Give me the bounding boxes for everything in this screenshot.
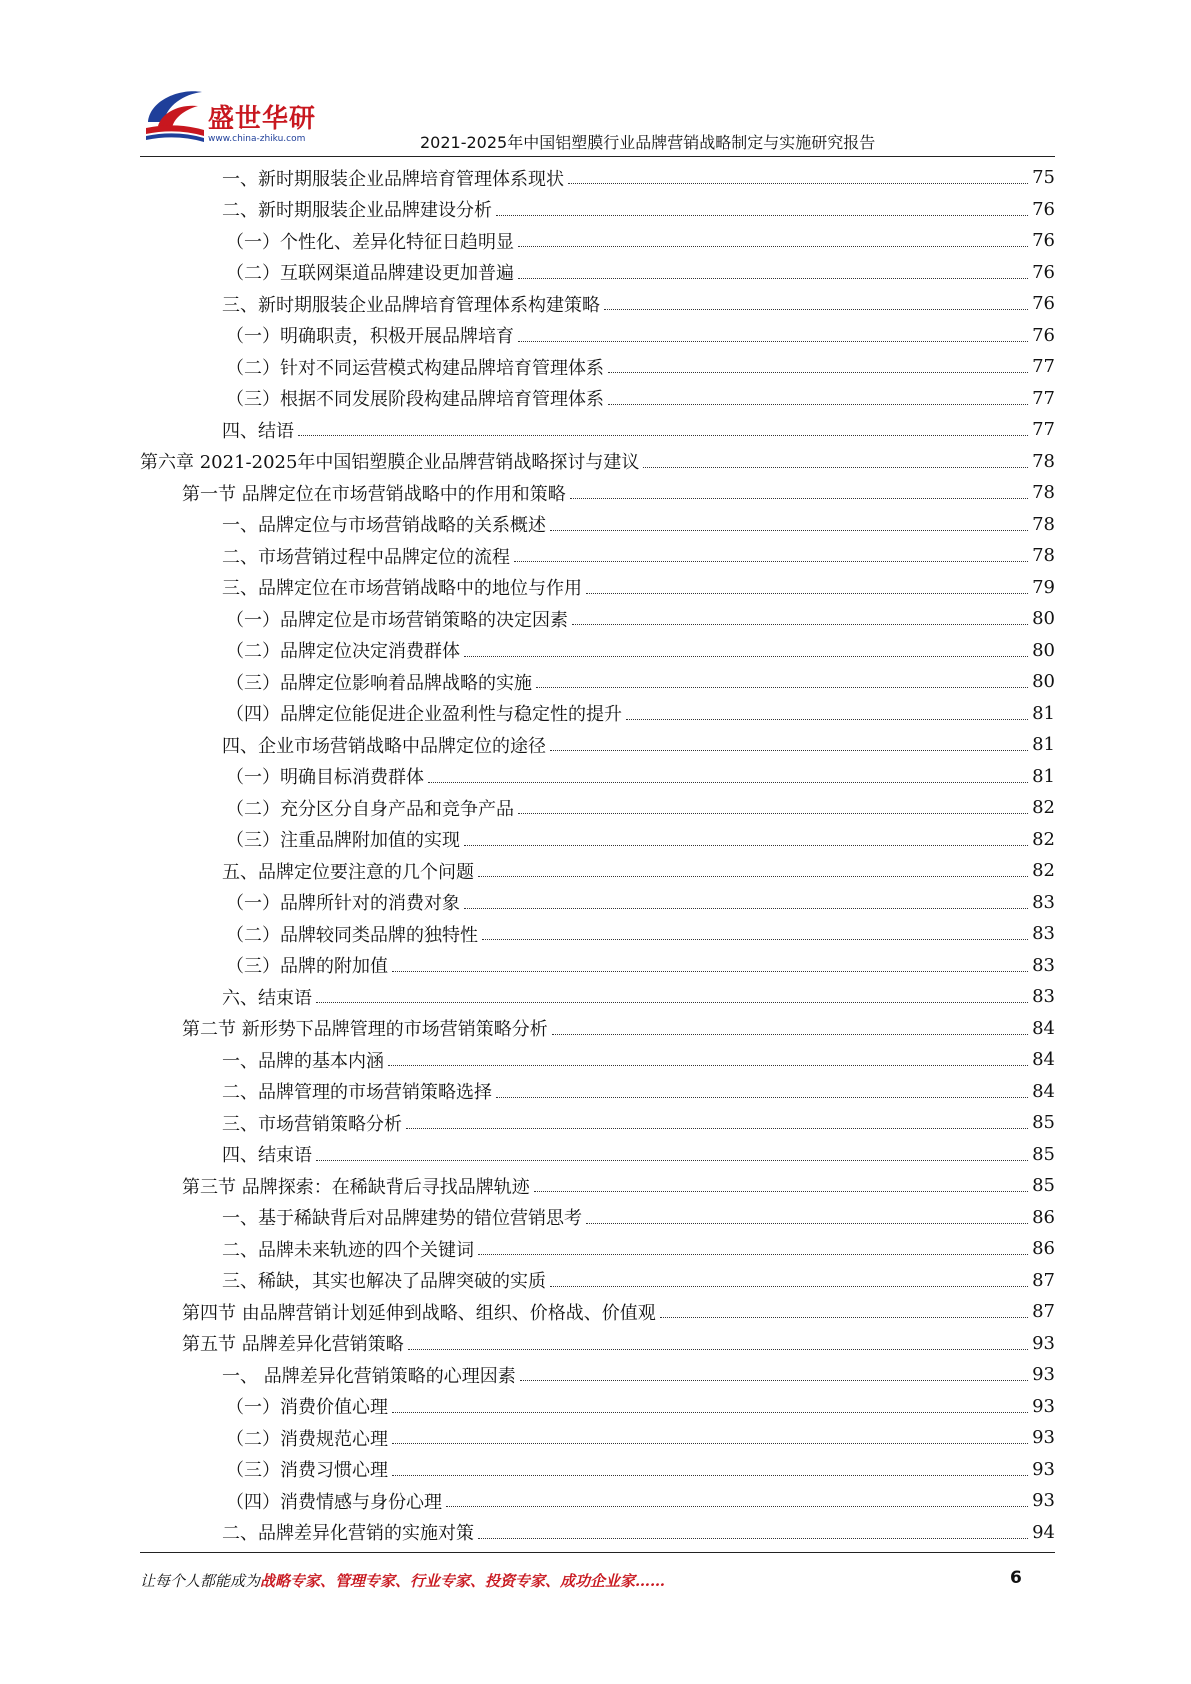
- toc-entry[interactable]: [140, 509, 1055, 541]
- toc-entry-page: 93: [1032, 1332, 1055, 1354]
- table-of-contents: [140, 162, 1055, 1548]
- toc-entry[interactable]: [140, 1202, 1055, 1234]
- toc-entry[interactable]: [140, 950, 1055, 982]
- toc-entry[interactable]: [140, 635, 1055, 667]
- toc-entry[interactable]: [140, 1454, 1055, 1486]
- toc-entry[interactable]: [140, 1391, 1055, 1423]
- toc-entry-label: 第三节 品牌探索：在稀缺背后寻找品牌轨迹: [182, 1176, 530, 1198]
- toc-entry-page: 82: [1032, 828, 1055, 850]
- toc-entry[interactable]: [140, 320, 1055, 352]
- toc-entry[interactable]: [140, 1265, 1055, 1297]
- toc-entry-page: 84: [1032, 1080, 1055, 1102]
- toc-entry[interactable]: [140, 729, 1055, 761]
- toc-entry-label: 五、品牌定位要注意的几个问题: [222, 861, 474, 883]
- toc-entry-label: （二）品牌定位决定消费群体: [226, 641, 460, 663]
- toc-entry-label: 第一节 品牌定位在市场营销战略中的作用和策略: [182, 483, 566, 505]
- toc-entry-page: 80: [1032, 608, 1055, 630]
- toc-leader-dots: [518, 813, 1028, 814]
- toc-entry-label: 四、企业市场营销战略中品牌定位的途径: [222, 735, 546, 757]
- toc-entry-page: 76: [1032, 293, 1055, 315]
- toc-entry[interactable]: [140, 1013, 1055, 1045]
- toc-entry-label: （二）消费规范心理: [226, 1428, 388, 1450]
- toc-entry[interactable]: [140, 446, 1055, 478]
- page-header: [0, 0, 1191, 160]
- toc-leader-dots: [464, 845, 1028, 846]
- toc-entry-label: （二）充分区分自身产品和竞争产品: [226, 798, 514, 820]
- toc-leader-dots: [604, 309, 1028, 310]
- toc-entry[interactable]: [140, 194, 1055, 226]
- toc-leader-dots: [298, 435, 1028, 436]
- toc-entry-page: 93: [1032, 1364, 1055, 1386]
- toc-leader-dots: [408, 1349, 1028, 1350]
- toc-entry-page: 83: [1032, 954, 1055, 976]
- toc-entry[interactable]: [140, 1517, 1055, 1549]
- toc-entry-label: 三、市场营销策略分析: [222, 1113, 402, 1135]
- toc-entry-page: 87: [1032, 1269, 1055, 1291]
- toc-entry-label: （三）根据不同发展阶段构建品牌培育管理体系: [226, 389, 604, 411]
- toc-entry[interactable]: [140, 257, 1055, 289]
- toc-entry[interactable]: [140, 351, 1055, 383]
- toc-leader-dots: [586, 593, 1028, 594]
- toc-entry-label: 一、新时期服装企业品牌培育管理体系现状: [222, 168, 564, 190]
- toc-entry[interactable]: [140, 1328, 1055, 1360]
- toc-entry-page: 76: [1032, 261, 1055, 283]
- toc-leader-dots: [608, 404, 1028, 405]
- toc-entry-label: 第五节 品牌差异化营销策略: [182, 1334, 404, 1356]
- toc-entry-label: 六、结束语: [222, 987, 312, 1009]
- toc-entry-page: 93: [1032, 1395, 1055, 1417]
- toc-entry-page: 85: [1032, 1143, 1055, 1165]
- toc-entry[interactable]: [140, 1233, 1055, 1265]
- toc-leader-dots: [550, 530, 1028, 531]
- toc-entry-label: （三）消费习惯心理: [226, 1460, 388, 1482]
- toc-entry-label: 一、品牌定位与市场营销战略的关系概述: [222, 515, 546, 537]
- toc-entry[interactable]: [140, 918, 1055, 950]
- toc-entry-label: （一）明确职责，积极开展品牌培育: [226, 326, 514, 348]
- toc-leader-dots: [388, 1065, 1028, 1066]
- toc-entry[interactable]: [140, 1422, 1055, 1454]
- toc-entry[interactable]: [140, 162, 1055, 194]
- toc-leader-dots: [316, 1002, 1028, 1003]
- toc-entry-label: 二、新时期服装企业品牌建设分析: [222, 200, 492, 222]
- toc-leader-dots: [464, 656, 1028, 657]
- toc-entry[interactable]: [140, 288, 1055, 320]
- toc-entry-page: 82: [1032, 797, 1055, 819]
- toc-entry-page: 75: [1032, 167, 1055, 189]
- logo-text: 盛世华研: [208, 104, 317, 134]
- toc-entry-page: 85: [1032, 1112, 1055, 1134]
- toc-entry-page: 76: [1032, 230, 1055, 252]
- toc-entry[interactable]: [140, 698, 1055, 730]
- toc-leader-dots: [406, 1128, 1028, 1129]
- toc-entry-label: 三、品牌定位在市场营销战略中的地位与作用: [222, 578, 582, 600]
- toc-leader-dots: [446, 1506, 1028, 1507]
- toc-entry-label: 四、结束语: [222, 1145, 312, 1167]
- toc-entry-label: 二、品牌差异化营销的实施对策: [222, 1523, 474, 1545]
- toc-entry-page: 76: [1032, 324, 1055, 346]
- toc-leader-dots: [660, 1317, 1028, 1318]
- toc-leader-dots: [534, 1191, 1028, 1192]
- toc-entry-page: 93: [1032, 1490, 1055, 1512]
- toc-entry-label: 第四节 由品牌营销计划延伸到战略、组织、价格战、价值观: [182, 1302, 656, 1324]
- toc-entry-label: 一、基于稀缺背后对品牌建势的错位营销思考: [222, 1208, 582, 1230]
- toc-entry-label: （三）注重品牌附加值的实现: [226, 830, 460, 852]
- toc-entry[interactable]: [140, 383, 1055, 415]
- toc-leader-dots: [316, 1160, 1028, 1161]
- toc-entry-label: （二）品牌较同类品牌的独特性: [226, 924, 478, 946]
- document-title: 2021-2025年中国铝塑膜行业品牌营销战略制定与实施研究报告: [420, 133, 876, 152]
- toc-entry-page: 86: [1032, 1206, 1055, 1228]
- toc-entry-page: 85: [1032, 1175, 1055, 1197]
- toc-entry[interactable]: [140, 1359, 1055, 1391]
- toc-entry-page: 77: [1032, 419, 1055, 441]
- toc-entry[interactable]: [140, 603, 1055, 635]
- toc-entry-label: （二）针对不同运营模式构建品牌培育管理体系: [226, 357, 604, 379]
- toc-entry[interactable]: [140, 792, 1055, 824]
- toc-entry-page: 87: [1032, 1301, 1055, 1323]
- toc-leader-dots: [550, 1286, 1028, 1287]
- toc-entry-label: 二、市场营销过程中品牌定位的流程: [222, 546, 510, 568]
- toc-entry[interactable]: [140, 1296, 1055, 1328]
- toc-leader-dots: [518, 341, 1028, 342]
- toc-entry[interactable]: [140, 887, 1055, 919]
- toc-leader-dots: [608, 372, 1028, 373]
- toc-entry-page: 78: [1032, 450, 1055, 472]
- toc-entry-page: 80: [1032, 671, 1055, 693]
- toc-entry-page: 78: [1032, 513, 1055, 535]
- toc-entry-page: 83: [1032, 986, 1055, 1008]
- toc-entry-label: （一）消费价值心理: [226, 1397, 388, 1419]
- toc-entry-page: 83: [1032, 891, 1055, 913]
- footer-slogan: [140, 1570, 665, 1591]
- toc-leader-dots: [496, 215, 1028, 216]
- toc-entry-label: （四）消费情感与身份心理: [226, 1491, 442, 1513]
- toc-leader-dots: [520, 1380, 1028, 1381]
- toc-entry[interactable]: [140, 1485, 1055, 1517]
- logo-url: www.china-zhiku.com: [208, 134, 306, 144]
- toc-leader-dots: [550, 750, 1028, 751]
- toc-entry[interactable]: [140, 666, 1055, 698]
- toc-entry-label: （一）明确目标消费群体: [226, 767, 424, 789]
- toc-leader-dots: [392, 1412, 1028, 1413]
- toc-entry[interactable]: [140, 1139, 1055, 1171]
- toc-leader-dots: [392, 971, 1028, 972]
- toc-leader-dots: [392, 1475, 1028, 1476]
- toc-entry-label: 二、品牌未来轨迹的四个关键词: [222, 1239, 474, 1261]
- toc-entry-page: 93: [1032, 1458, 1055, 1480]
- toc-entry[interactable]: [140, 1044, 1055, 1076]
- toc-entry[interactable]: [140, 477, 1055, 509]
- toc-entry-page: 77: [1032, 356, 1055, 378]
- footer-slogan-prefix: 让每个人都能成为: [140, 1572, 261, 1590]
- toc-leader-dots: [570, 498, 1028, 499]
- toc-entry-label: （三）品牌的附加值: [226, 956, 388, 978]
- toc-entry-label: （一）品牌所针对的消费对象: [226, 893, 460, 915]
- toc-entry[interactable]: [140, 1107, 1055, 1139]
- toc-entry-page: 84: [1032, 1049, 1055, 1071]
- toc-leader-dots: [586, 1223, 1028, 1224]
- toc-entry[interactable]: [140, 225, 1055, 257]
- toc-leader-dots: [482, 939, 1028, 940]
- toc-leader-dots: [626, 719, 1028, 720]
- toc-entry-label: （二）互联网渠道品牌建设更加普遍: [226, 263, 514, 285]
- toc-entry[interactable]: [140, 761, 1055, 793]
- toc-entry-page: 86: [1032, 1238, 1055, 1260]
- toc-entry-page: 94: [1032, 1521, 1055, 1543]
- toc-leader-dots: [478, 876, 1028, 877]
- toc-entry-label: 二、品牌管理的市场营销策略选择: [222, 1082, 492, 1104]
- toc-entry[interactable]: [140, 824, 1055, 856]
- toc-leader-dots: [478, 1538, 1028, 1539]
- toc-leader-dots: [428, 782, 1028, 783]
- toc-entry-label: （三）品牌定位影响着品牌战略的实施: [226, 672, 532, 694]
- toc-leader-dots: [518, 246, 1028, 247]
- toc-leader-dots: [478, 1254, 1028, 1255]
- toc-leader-dots: [518, 278, 1028, 279]
- toc-entry[interactable]: [140, 855, 1055, 887]
- toc-entry-page: 82: [1032, 860, 1055, 882]
- toc-entry-page: 80: [1032, 639, 1055, 661]
- toc-entry-label: （一）品牌定位是市场营销策略的决定因素: [226, 609, 568, 631]
- toc-leader-dots: [496, 1097, 1028, 1098]
- toc-entry-label: 第二节 新形势下品牌管理的市场营销策略分析: [182, 1019, 548, 1041]
- footer-divider: [140, 1552, 1055, 1553]
- toc-entry-page: 78: [1032, 545, 1055, 567]
- toc-entry-page: 79: [1032, 576, 1055, 598]
- toc-entry-label: 一、品牌的基本内涵: [222, 1050, 384, 1072]
- toc-entry[interactable]: [140, 1076, 1055, 1108]
- toc-leader-dots: [568, 183, 1028, 184]
- page-number: 6: [1010, 1568, 1022, 1588]
- toc-entry[interactable]: [140, 981, 1055, 1013]
- toc-entry-label: （一）个性化、差异化特征日趋明显: [226, 231, 514, 253]
- toc-entry-page: 78: [1032, 482, 1055, 504]
- toc-leader-dots: [514, 561, 1028, 562]
- toc-leader-dots: [392, 1443, 1028, 1444]
- toc-leader-dots: [552, 1034, 1028, 1035]
- toc-entry-page: 84: [1032, 1017, 1055, 1039]
- toc-entry-page: 77: [1032, 387, 1055, 409]
- toc-entry-page: 76: [1032, 198, 1055, 220]
- toc-entry-label: 四、结语: [222, 420, 294, 442]
- toc-entry[interactable]: [140, 1170, 1055, 1202]
- toc-entry-label: 三、新时期服装企业品牌培育管理体系构建策略: [222, 294, 600, 316]
- toc-entry-page: 81: [1032, 765, 1055, 787]
- toc-entry[interactable]: [140, 414, 1055, 446]
- toc-entry[interactable]: [140, 572, 1055, 604]
- toc-entry-page: 93: [1032, 1427, 1055, 1449]
- toc-entry-label: 一、 品牌差异化营销策略的心理因素: [222, 1365, 516, 1387]
- toc-entry-page: 81: [1032, 702, 1055, 724]
- toc-entry-label: （四）品牌定位能促进企业盈利性与稳定性的提升: [226, 704, 622, 726]
- toc-leader-dots: [643, 467, 1028, 468]
- toc-entry[interactable]: [140, 540, 1055, 572]
- toc-leader-dots: [572, 624, 1028, 625]
- toc-entry-page: 81: [1032, 734, 1055, 756]
- toc-leader-dots: [464, 908, 1028, 909]
- toc-entry-page: 83: [1032, 923, 1055, 945]
- toc-entry-label: 三、稀缺，其实也解决了品牌突破的实质: [222, 1271, 546, 1293]
- toc-entry-label: 第六章 2021-2025年中国铝塑膜企业品牌营销战略探讨与建议: [140, 452, 640, 474]
- toc-leader-dots: [536, 687, 1028, 688]
- header-divider: [140, 156, 1055, 157]
- footer-slogan-accent: 战略专家、管理专家、行业专家、投资专家、成功企业家……: [260, 1572, 666, 1590]
